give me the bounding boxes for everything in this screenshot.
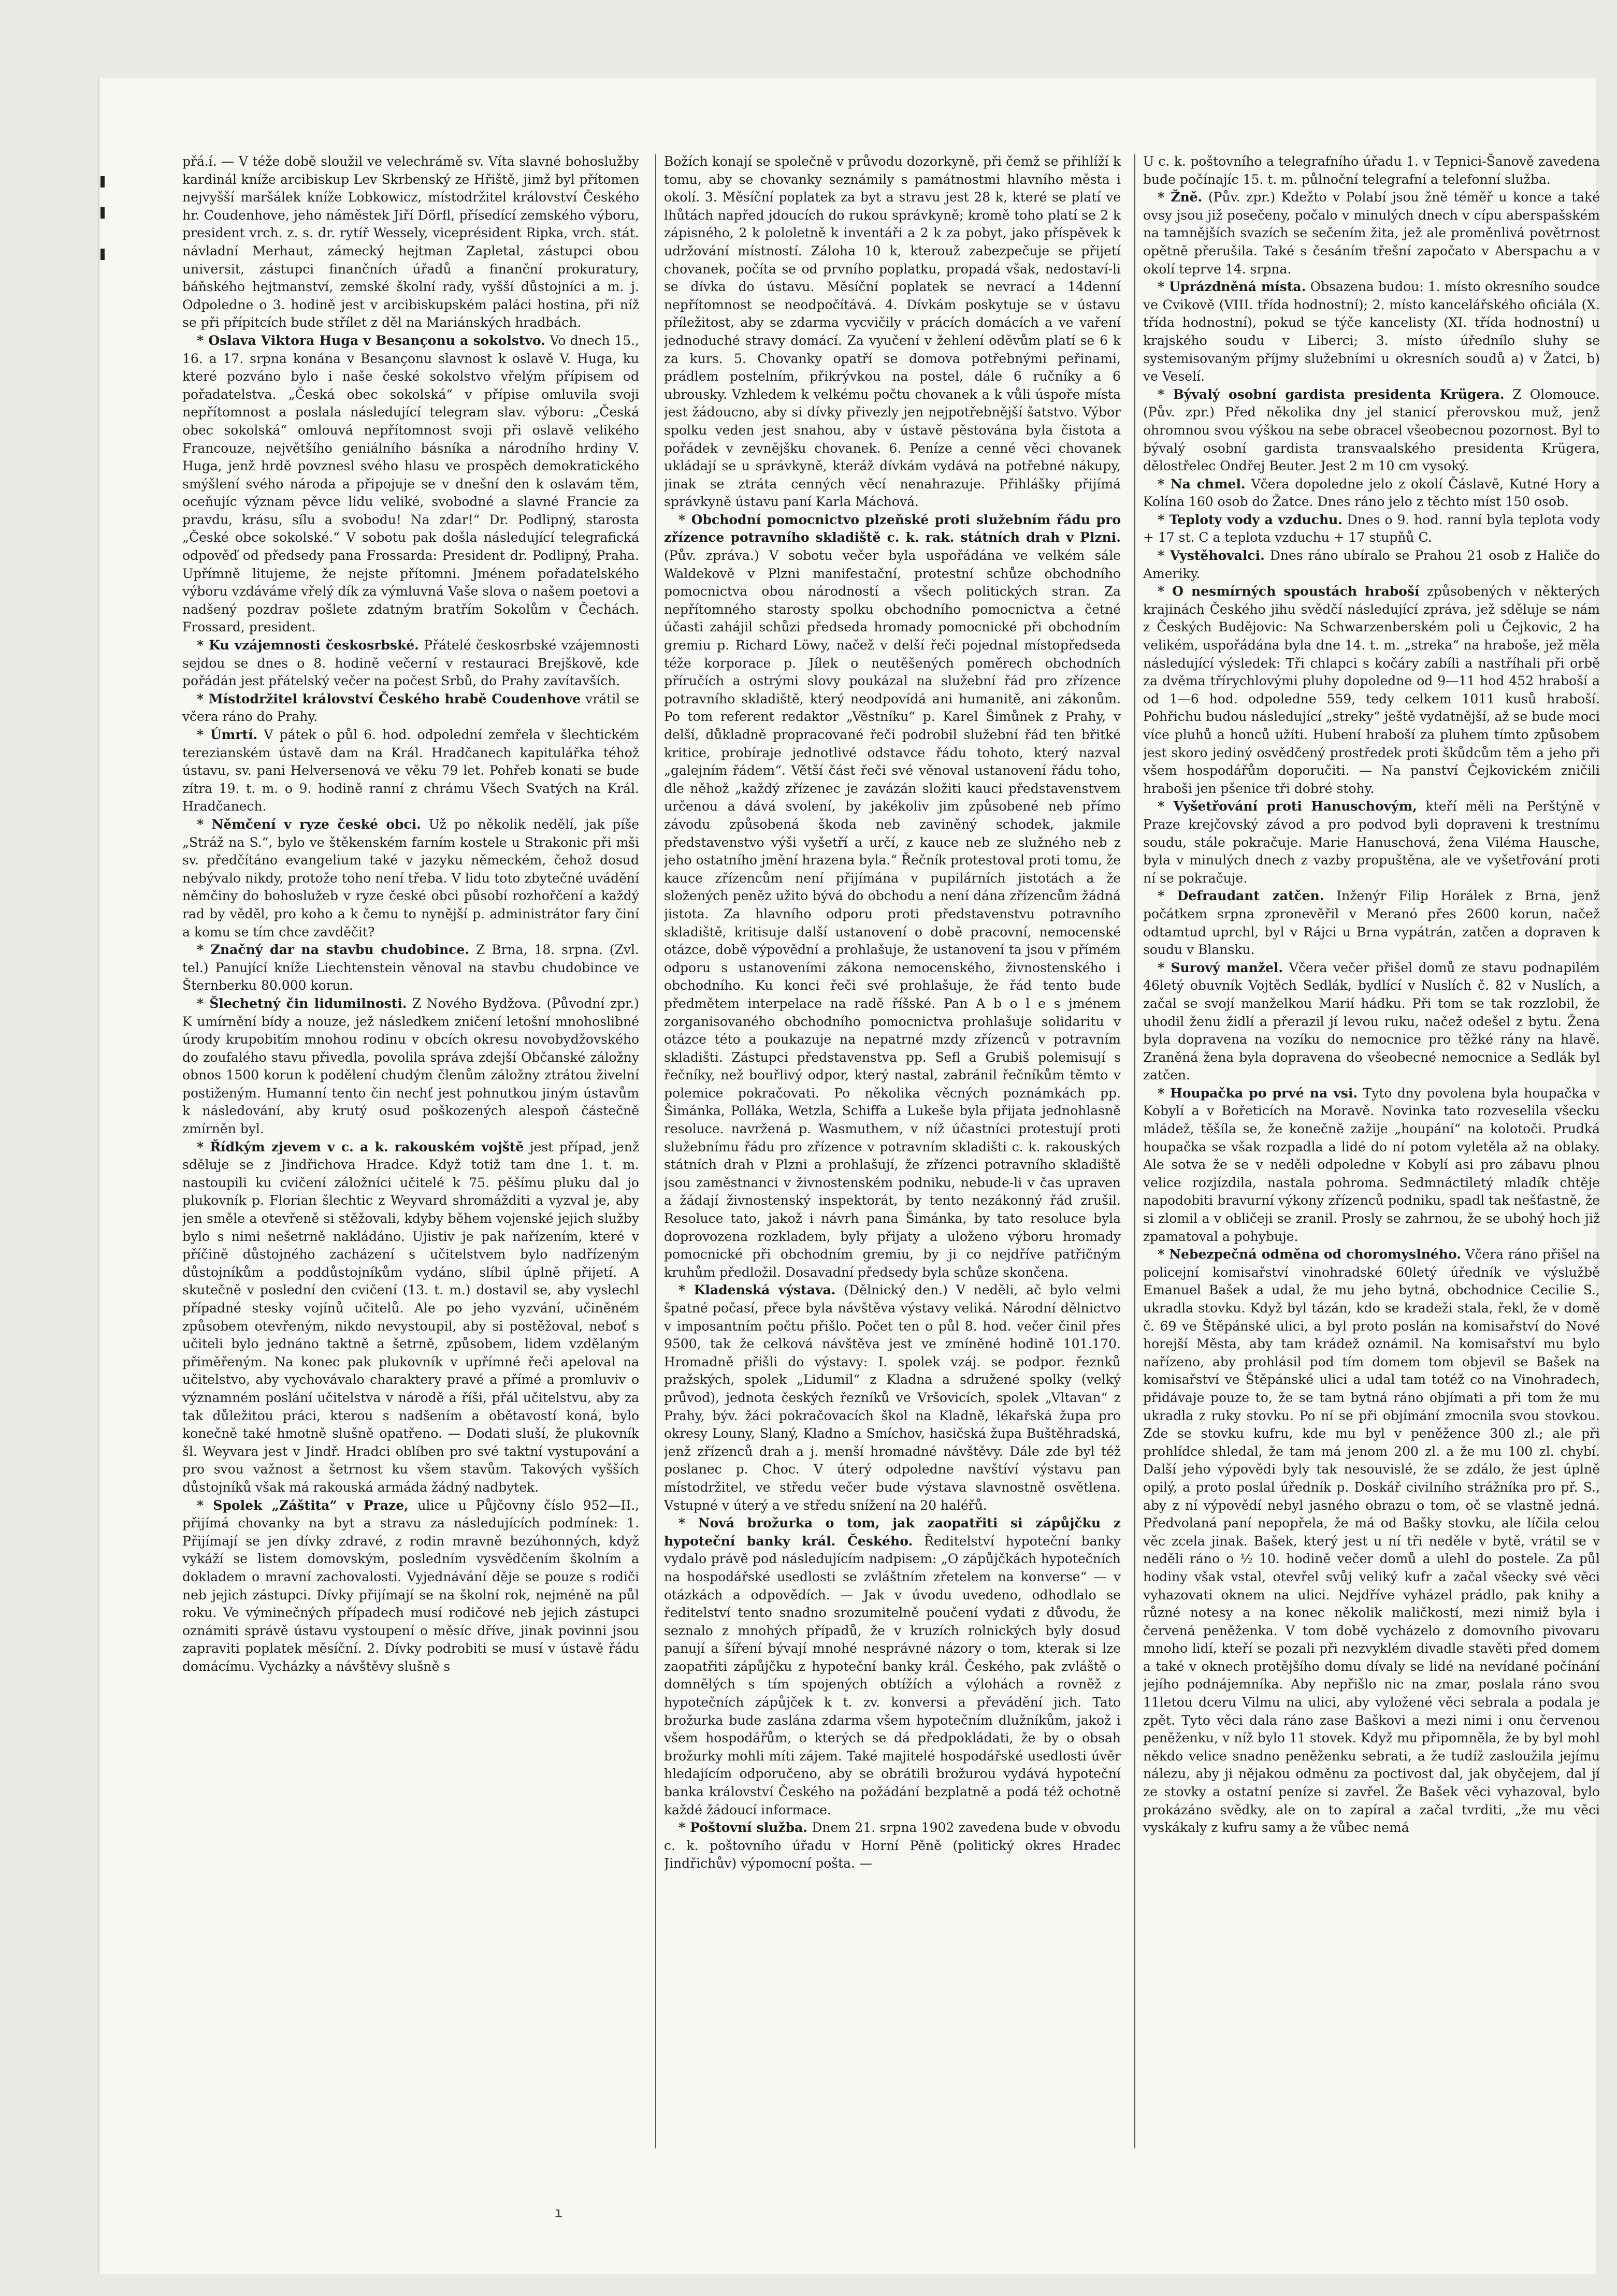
article-paragraph <box>1143 189 1600 278</box>
article-paragraph <box>1143 278 1600 386</box>
article-heading: * Nebezpečná odměna od choromyslného. <box>1158 1247 1461 1262</box>
article-paragraph <box>182 941 639 995</box>
article-heading: * O nesmírných spoustách hraboší <box>1158 584 1420 599</box>
article-text: (Pův. zpráva.) V sobotu večer byla uspořádána ve velkém sále Waldekově v Plzni manifestační, protestní schůze obchodního pomocnictva obou národností a všech politických stran. Za nepřítomného starosty spolku obchodního pomocnictva a četné účasti zahájil schůzi předseda hromady pomocnické při obchodním gremiu p. Richard Löwy, načež v delší řeči pojednal místopředseda téže korporace p. Jílek o neutěšených poměrech obchodních příručích a ostrými slovy poukázal na služební řád pro zřízence potravního skladiště, který neodpovídá ani humanitě, ani zákonům. Po tom referent redaktor „Věstníku“ p. Karel Šimůnek z Prahy, v delší, důkladně propracované řeči podrobil služební řád ten břitké kritice, probíraje jednotlivé odstavce řádu tohoto, který nazval „galejním řádem“. Větší část řeči své věnoval ustanovení řádu toho, dle něhož „každý zřízenec je zavázán složiti kauci představenstvem určenou a dává svolení, by jakékoliv jim způsobené neb přímo závodu způsobená škoda neb zaviněný schodek, jakmile představenstvo výši vyšetří a určí, z kauce neb ze služného neb z jeho ostatního jmění hrazena byla.“ Řečník protestoval proti tomu, že kauce zřízencům není přijímána v pupilárních jistotách a že složených peněz užito bývá do obchodu a není dána zřízencům žádná jistota. Za hlavního odporu proti představenstvu potravního skladiště, kritisuje další ustanovení o době pracovní, nemocenské otázce, době výpovědní a prohlašuje, že ustanovení ta jsou v přímém odporu s ustanoveními zákona nemocenského, živnostenského i obchodního. Ku konci řeči své prohlašuje, že řád tento bude předmětem interpelace na radě říšské. Pan A b o l e s jménem zorganisovaného obchodního pomocnictva prohlašuje solidaritu v otázce této a poukazuje na nepatrné mzdy zřízenců v potravním skladišti. Zástupci představenstva pp. Sefl a Grubiš polemisují s řečníky, než bouřlivý odpor, který nastal, zabránil řečníkům těmto v polemice pokračovati. Po několika věcných poznámkách pp. Šimánka, Polláka, Wetzla, Schiffa a Lukeše byla přijata jednohlasně resoluce. navržená p. Wasmuthem, v níž účastníci protestují proti služebnímu řádu pro zřízence v potravním skladišti c. k. rakouských státních drah v Plzni a prohlašují, že zřízenci potravního skladiště jsou zaměstnanci v živnostenském podniku, nebude-li v čas upraven a žádají živnostenský inspektorát, by tento nezákonný řád zrušil. Resoluce tato, jakož i návrh pana Šimánka, by tato resoluce byla doprovozena rozkladem, byly přijaty a uloženo výboru hromady pomocnické při obchodním gremiu, by ji co nejdříve patřičným kruhům předložil. Dosavadní předsedy byla schůze skončena. <box>664 548 1121 1280</box>
article-text: Dnes o 9. hod. ranní byla teplota vody + 17 st. C a teplota vzduchu + 17 stupňů C. <box>1143 512 1600 545</box>
article-text: vrátil se včera ráno do Prahy. <box>182 691 639 725</box>
article-heading: * Spolek „Záštita“ v Praze, <box>197 1497 409 1513</box>
article-text: V pátek o půl 6. hod. odpolední zemřela v šlechtickém terezianském ústavě dam na Král. Hradčanech kapitulářka téhož ústavu, sv. pani Helversenová ve věku 79 let. Pohřeb konati se bude zítra 19. t. m. o 9. hodině ranní z chrámu Všech Svatých na Král. Hradčanech. <box>182 727 639 814</box>
article-text: Včera ráno přišel na policejní komisařství vinohradské 60letý úředník ve výslužbě Emanuel Bašek a udal, že mu jeho bytná, obchodnice Cecilie S., ukradla stovku. Když byl tázán, kdo se kradeži stala, řekl, že v domě č. 69 ve Štěpánské ulici, a byl proto poslán na komisařství do Nové horejší Města, aby tam krádež oznámil. Na komisařství mu bylo nařízeno, aby prohlásil pod tím domem tom objevil se Bašek na komisařství ve Štěpánské ulici a udal tam totéž co na Vinohradech, přidávaje pouze to, že se tam bytná ráno objímati a při tom že mu ukradla z ruky stovku. Po ní se při objímání zmocnila svou stovkou. Zde se stovku kufru, kde mu byl v peněžence 300 zl.; ale při prohlídce shledal, že tam má jenom 200 zl. a že mu 100 zl. chybí. Další jeho výpovědi byly tak nesouvislé, že se zdálo, že jest úplně opilý, a proto poslal úředník p. Doskář civilního strážníka pro př. S., aby z ní výpovědí nebyl jasného obrazu o tom, oč se vlastně jedná. Předvolaná paní nepopřela, že má od Bašky stovku, ale líčila celou věc zcela jinak. Bašek, který jest u ní tři neděle v bytě, vrátil se v neděli ráno o ½ 10. hodině večer domů a ulehl do postele. Za půl hodiny však vstal, otevřel svůj veliký kufr a začal všecky své věci vyhazovati oknem na ulici. Nejdříve vyházel prádlo, pak knihy a různé notesy a na konec několik maličkostí, mezi nimiž byla i červená peněženka. V tom době vycházelo z domovního pivovaru mnoho lidí, kteří se pozali při nezvyklém divadle stavěti před domem a také v oknech protějšího domu dívaly se lidé na nevídané počínání jejího podnájemníka. Aby nepřišlo nic na zmar, poslala ráno svou 11letou dceru Vilmu na ulici, aby vyložené věci sebrala a podala je zpět. Tyto věci dala ráno zase Baškovi a mezi nimi i onu červenou peněženku, v níž bylo 11 stovek. Když mu připomněla, že by byl mohl někdo velice snadno peněženku sebrati, a že tudíž zasloužila jejímu nálezu, aby ji nějakou odměnu za poctivost dal, jak obyčejem, dal jí ze stovky a ostatní peníze si zavřel. Že Bašek věci vyhazoval, bylo prokázáno svědky, ale on to zapíral a začal tvrditi, „že mu věci vyskákaly z kufru samy a že vůbec nemá <box>1143 1247 1600 1836</box>
article-paragraph <box>1143 583 1600 798</box>
article-paragraph <box>182 690 639 726</box>
article-paragraph <box>1143 511 1600 547</box>
footer-mark: ı <box>554 2204 563 2221</box>
continued-paragraph <box>664 153 1121 511</box>
article-heading: * Řídkým zjevem v c. a k. rakouském vojště <box>197 1139 524 1154</box>
article-heading: * Značný dar na stavbu chudobince. <box>197 942 470 958</box>
article-heading: * Němčení v ryze české obci. <box>197 816 421 832</box>
article-text: ulice u Půjčovny číslo 952—II., přijímá chovanky na byt a stravu za následujících podmínek: 1. Přijímají se jen dívky zdravé, z rodin mravně bezúhonných, když vykáží se listem domovským, posledním vysvědčením školním a dokladem o mravní zachovalosti. Vyjednávání děje se pouze s rodiči neb jejich zástupci. Dívky přijímají se na školní rok, nejméně na půl roku. Ve výminečných případech musí rodičové neb jejich zástupci oznámiti správě ústavu vystoupení o měsíc dříve, jinak povinni jsou zapraviti poplatek měsíční. 2. Dívky podrobiti se musí v ústavě řádu domácímu. Vycházky a návštěvy slušně s <box>182 1497 639 1674</box>
article-paragraph <box>182 816 639 941</box>
article-paragraph <box>182 726 639 816</box>
article-paragraph <box>1143 547 1600 583</box>
article-paragraph <box>1143 1085 1600 1246</box>
column-divider <box>1134 154 1135 2148</box>
article-text: jest případ, jenž sděluje se z Jindřichova Hradce. Když totiž tam dne 1. t. m. nastoupili ku cvičení záložníci učitelé k 75. pěšímu pluku dal jo plukovník p. Florian šlechtic z Weyvard shromážditi a vyzval je, aby jen směle a otevřeně si stěžovali, kdyby během vojenské jejich služby bylo s nimi nešetrně nakládáno. Ujistiv je pak nařízením, které v příčině důstojného zacházení s učitelstvem bylo nadřízeným důstojníkům a poddůstojníkům vydáno, slíbil úplně přijetí. A skutečně v poslední den cvičení (13. t. m.) dostavil se, aby vyslechl případné stesky vojínů učitelů. Ale po jeho vyzvání, učiněném způsobem otevřeným, nikdo nevystoupil, aby si postěžoval, neboť s učiteli bylo jednáno taktně a šetrně, způsobem, lidem vzdělaným přiměřeným. Na konec pak plukovník v upřímné řeči apeloval na učitelstvo, aby vychovávalo charaktery pravé a přímé a promluviv o významném poslání učitelstva v národě a říši, přál učitelstvu, aby za tak důležitou práci, kterou s nadšením a obětavostí koná, bylo konečně také hmotně slušně opatřeno. — Dodati sluší, že plukovník šl. Weyvara jest v Jindř. Hradci oblíben pro své taktní vystupování a pro svou važnost a šetrnost ku všem stavům. Takových vyšších důstojníků však má rakouská armáda žádný nadbytek. <box>182 1139 639 1495</box>
article-heading: * Teploty vody a vzduchu. <box>1158 512 1343 527</box>
article-text: Inženýr Filip Horálek z Brna, jenž počátkem srpna zpronevěřil v Meranó přes 2600 korun, načež odtamtud uprchl, byl v Rájci u Brna vypátrán, zatčen a dopraven k soudu v Blansku. <box>1143 888 1600 958</box>
article-text: (Pův. zpr.) Kdežto v Polabí jsou žně téměř u konce a také ovsy jsou již posečeny, počalo v minulých dnech v cípu aberspašském na tamnějších svazích se sečením žita, jež ale proměnlivá povětrnost opětně přerušila. Také s česáním třešní započato v Aberspachu a v okolí teprve 14. srpna. <box>1143 190 1600 277</box>
continued-paragraph <box>182 153 639 332</box>
article-heading: * Surový manžel. <box>1158 960 1283 975</box>
article-paragraph <box>1143 887 1600 959</box>
article-heading: * Kladenská výstava. <box>678 1282 836 1298</box>
article-paragraph <box>664 1514 1121 1819</box>
article-paragraph <box>182 1497 639 1676</box>
article-text: Přátelé českosrbské vzájemnosti sejdou se dnes o 8. hodině večerní v restauraci Brejškově, kde pořádán jest přátelský večer na počest Srbů, do Prahy zavítavších. <box>182 638 639 689</box>
article-heading: * Defraudant zatčen. <box>1158 888 1324 904</box>
article-text: Z Nového Bydžova. (Původní zpr.) K umírnění bídy a nouze, jež následkem zničení letošní mnohoslibné úrody krupobitím mnohou rodinu v obcích okresu novobydžovského do zoufalého stavu přivedla, povolila správa zdejší Občanské záložny obnos 1500 korun k podělení chudým členům záložny ztrátou živelní postiženým. Humanní tento čin nechť jest pohnutkou jiným ústavům k následování, aby krutý osud poškozených alespoň částečně zmírněn byl. <box>182 995 639 1137</box>
article-text: kteří měli na Perštýně v Praze krejčovský závod a pro podvod byli dopraveni k trestnímu soudu, stále pokračuje. Marie Hanuschová, žena Viléma Hausche, byla v minulých dnech z vazby propuštěna, ale ve vyšetřování proti ní se pokračuje. <box>1143 799 1600 886</box>
article-heading: * Nová brožurka o tom, jak zaopatřiti si zápůjčku z hypoteční banky král. Českého. <box>664 1515 1121 1549</box>
article-text: Dnem 21. srpna 1902 zavedena bude v obvodu c. k. poštovního úřadu v Horní Pěně (politický okres Hradec Jindřichův) výpomocní pošta. — <box>664 1820 1121 1871</box>
article-heading: * Místodržitel království Českého hrabě Coudenhove <box>197 691 581 706</box>
continued-paragraph <box>1143 153 1600 189</box>
article-paragraph <box>1143 386 1600 475</box>
article-heading: * Oslava Viktora Huga v Besançonu a sokolstvo. <box>197 333 545 348</box>
article-paragraph <box>664 511 1121 1282</box>
article-heading: * Vystěhovalci. <box>1158 548 1265 564</box>
article-heading: * Poštovní služba. <box>678 1820 807 1836</box>
article-heading: * Na chmel. <box>1158 476 1246 492</box>
article-heading: * Obchodní pomocnictvo plzeňské proti služebním řádu pro zřízence potravního skladiště c. k. rak. státních drah v Plzni. <box>664 512 1121 545</box>
article-text: Božích konají se společně v průvodu dozorkyně, při čemž se přihlíží k tomu, aby se chovanky seznámily s památnostmi hlavního města i okolí. 3. Měsíční poplatek za byt a stravu jest 28 k, které se platí ve lhůtách napřed jdoucích do rukou správkyně; kromě toho platí se 2 k zápisného, 2 k pololetně k inventáři a 2 k za pobyt, jako příspěvek k udržování místností. Záloha 10 k, kterouž zabezpečuje se přijetí chovanek, počíta se od prvního poplatku, propadá však, nedostaví-li se dívka do ústavu. Měsíční poplatek se nevrací a 14denní nepřítomnost se neodpočítává. 4. Dívkám poskytuje se v ústavu příležitost, aby se zdarma vycvičily v prácích domácích a ve vaření jednoduché stravy domácí. Za vyučení v žehlení oděvům platí se 6 k za kurs. 5. Chovanky opatří se domova potřebnými peřinami, prádlem postelním, přikrývkou na postel, dále 6 ručníky a 6 ubrousky. Vzhledem k velkému počtu chovanek a k vůli úspoře místa jest žádoucno, aby si dívky přivezly jen nejpotřebnější šatstvo. Výbor spolku veden jest snahou, aby v ústavě pěstována byla čistota a pořádek v zevnějšku chovanek. 6. Peníze a cenné věci chovanek ukládají se u správkyně, kteráž dívkám vydává na potřebné nákupy, jinak se ztráta cenných věcí nenahrazuje. Přihlášky přijímá správkyně ústavu paní Karla Máchová. <box>664 154 1121 510</box>
article-heading: * Žně. <box>1158 190 1203 205</box>
newspaper-page <box>98 78 1600 2274</box>
article-text: U c. k. poštovního a telegrafního úřadu 1. v Tepnici-Šanově zavedena bude počínajíc 15. t. m. půlnoční telegrafní a telefonní služba. <box>1143 154 1600 187</box>
article-text: přá.í. — V téže době sloužil ve velechrámě sv. Víta slavné bohoslužby kardinál kníže arcibiskup Lev Skrbenský ze Hřiště, jimž byl přítomen nejvyšší maršálek kníže Lobkowicz, místodržitel království Českého hr. Coudenhove, jeho náměstek Jiří Dörfl, přísedící zemského výboru, president vrch. z. s. dr. rytíř Wessely, viceprésident Ripka, vrch. stát. návladní Merhaut, zámecký hejtman Zapletal, zástupci obou universit, zástupci finančních úřadů a finanční prokuratury, báňského hejtmanství, zemské školní rady, vyšší důstojníci a m. j. Odpoledne o 3. hodině jest v arcibiskupském paláci hostina, při níž se při přípitcích bude střílet z děl na Mariánských hradbách. <box>182 154 639 330</box>
article-text: Včera večer přišel domů ze stavu podnapilém 46letý obuvník Vojtěch Sedlák, bydlící v Nuslích č. 82 v Nuslích, a začal se svojí manželkou Marií hádku. Při tom se tak rozzlobil, že uhodil ženu židlí a přerazil jí levou ruku, načež odešel z bytu. Žena byla dopravena na vozíku do nemocnice pro těžké rány na hlavě. Zraněná žena byla dopravena do všeobecné nemocnice a Sedlák byl zatčen. <box>1143 960 1600 1083</box>
article-paragraph <box>664 1819 1121 1873</box>
article-paragraph <box>182 995 639 1138</box>
article-paragraph <box>1143 959 1600 1085</box>
binding-mark <box>100 249 105 260</box>
article-paragraph <box>182 1138 639 1497</box>
binding-mark <box>100 207 105 219</box>
article-text: Včera dopoledne jelo z okolí Čáslavě, Kutné Hory a Kolína 160 osob do Žatce. Dnes ráno jelo z těchto míst 150 osob. <box>1143 476 1600 510</box>
article-text: Ředitelství hypoteční banky vydalo právě pod následujícím nadpisem: „O zápůjčkách hypotečních na hospodářské usedlosti se zvláštním zřetelem na konverse“ — v otázkách a odpovědích. — Jak v úvodu uvedeno, odhodlalo se ředitelství tento snadno srozumitelně poučení vydati z důvodu, že seznalo z mnohých případů, že v kruzích rolnických byly dosud panují a šíření bývají mnohé nesprávné názory o tom, kterak si lze zaopatřiti zápůjčku z hypoteční banky král. Českého, pak zvláště o domnělých s tím spojených obtížích a výlohách a rovněž z hypotečních zápůjček k t. zv. konversi a převádění jich. Tato brožurka bude zaslána zdarma všem hypotečním dlužníkům, jakož i všem hospodářům, o kterých se dá předpokládati, že by o obsah brožurky mohli míti zájem. Také majitelé hospodářské usedlosti úvěr hledajícím odporučeno, aby se obrátili brožurou vydává hypoteční banka království Českého na požádání bezplatně a podá též ochotně každé žádoucí informace. <box>664 1533 1121 1817</box>
article-text: Z Olomouce. (Pův. zpr.) Před několika dny jel stanicí přerovskou muž, jenž ohromnou svou výškou na sebe obracel všeobecnou pozornost. Byl to bývalý osobní gardista transvaalského presidenta Krügera, dělostřelec Ondřej Beuter. Jest 2 m 10 cm vysoký. <box>1143 386 1600 474</box>
article-heading: * Bývalý osobní gardista presidenta Krügera. <box>1158 386 1505 402</box>
article-text: (Dělnický den.) V neděli, ač bylo velmi špatné počasí, přece byla návštěva výstavy veliká. Národní dělnictvo v imposantním počtu přišlo. Počet ten o půl 8. hod. večer činil přes 9500, tak že celková návštěva jest ve zmíněné hodině 101.170. Hromadně přišli do výstavy: I. spolek vzáj. se podpor. řeznků pražských, spolek „Lidumil“ z Kladna a sdružené spolky (velký průvod), jednota českých řezníků ve Vršovicích, spolek „Vltavan“ z Prahy, býv. žáci pokračovacích škol na Kladně, lékařská župa pro okresy Louny, Slaný, Kladno a Smíchov, hasičská župa Buštěhradská, jenž zřízenců drah a j. menší hromadné návštěvy. Dále zde byl též poslanec p. Choc. V úterý odpoledne navštíví výstavu pan místodržitel, ve středu večer bude výstava slavnostně osvětlena. Vstupné v úterý a ve středu snížení na 20 haléřů. <box>664 1282 1121 1513</box>
binding-mark <box>100 176 105 187</box>
article-text: Obsazena budou: 1. místo okresního soudce ve Cvikově (VIII. třída hodnostní); 2. místo kancelářského oficiála (X. třída hodnostní), pokud se týče kancelisty (XI. třída hodnostní) u krajského soudu v Liberci; 3. místo úřednílo sluhy se systemisovaným příjmy služebními u okresních soudů a) v Žatci, b) ve Veselí. <box>1143 279 1600 384</box>
article-text: způsobených v některých krajinách Českého jihu svědčí následující zpráva, jež sděluje se nám z Českých Budějovic: Na Schwarzenberském poli u Čejkovic, 2 ha velikém, uspořádána byla dne 14. t. m. „streka“ na hraboše, jež měla následující výsledek: Tři chlapci s kočáry zabíli a nastříhali při orbě za dvěma třírychlovými pluhy dopoledne od 9—11 hod 452 hraboší a od 1—6 hod. odpoledne 559, tedy celkem 1011 kusů hraboší. Pohřichu budou následující „streky“ ještě vydatnější, až se bude moci více pluhů a honců užíti. Hubení hraboší za pluhem tímto způsobem jest skoro jediný osvědčený prostředek proti škůdcům těm a jeho při všem hospodářům doporučiti. — Na panství Čejkovickém zničili hraboši jen pšenice tři dobré stohy. <box>1143 584 1600 796</box>
article-paragraph <box>664 1281 1121 1514</box>
article-paragraph <box>1143 1246 1600 1837</box>
article-text: Vo dnech 15., 16. a 17. srpna konána v Besançonu slavnost k oslavě V. Huga, ku které pozváno bylo i naše české sokolstvo vřelým přípisem od pořadatelstva. „Česká obec sokolská“ v přípise omluvila svoji nepřítomnost a poslala následující telegram slav. výboru: „Česká obec sokolská“ omlouvá nepřítomnost svoji při oslavě velikého Francouze, největšího geniálního básníka a národního hrdiny V. Huga, jenž hrdě povznesl svého hlasu ve prospěch demokratického smýšlení svého národa a připojuje se v dnešní den k oslavám těm, oceňujíc význam pěvce lidu veliké, svobodné a slavné Francie za pravdu, krásu, sílu a svobodu! Na zdar!“ Dr. Podlipný, starosta „České obce sokolské.“ V sobotu pak došla následující telegrafická odpověď od předsedy pana Frossarda: President dr. Podlipný, Praha. Upřímně litujeme, že nejste přítomni. Jménem pořadatelského výboru vzdáváme vřelý dík za výmluvná Vaše slova o našem poetovi a nadšený pozdrav pošlete zdatným bratřím Sokolům v Čechách. Frossard, president. <box>182 333 639 635</box>
article-heading: * Uprázdněná místa. <box>1158 279 1306 295</box>
article-text: Už po několik nedělí, jak píše „Stráž na S.“, bylo ve štěkenském farním kostele u Strakonic při mši sv. předčítáno evangelium také v jazyku německém, čehož dosud nebývalo nikdy, protože toho není třeba. V lidu toto zbytečné uvádění němčiny do bohoslužeb v ryze české obci působí rozhořčení a každý rad by věděl, pro koho a k čemu to nynější p. administrátor fary činí a komu se tím chce zavděčit? <box>182 816 639 940</box>
column-divider <box>655 154 656 2148</box>
article-heading: * Houpačka po prvé na vsi. <box>1158 1085 1358 1101</box>
text-column-3 <box>1143 153 1600 2173</box>
article-text: Tyto dny povolena byla houpačka v Kobylí a v Bořeticích na Moravě. Novinka tato rozveselila všecku mládež, těšíla se, že konečně zažije „houpání“ na kolotoči. Prudká houpačka se však rozpadla a lidé do ní potom vyletěla až na oblaky. Ale sotva že se v neděli odpoledne v Kobylí asi pro zábavu plnou velice rozjízdila, nastala pohroma. Sedmnáctiletý mladík chtěje napodobiti bravurní výkony zřízenců podniku, spadl tak nešťastně, že si zlomil a v obličeji se zranil. Prosly se zahrnou, že se ubohý hoch již zpamatoval a pohybuje. <box>1143 1085 1600 1244</box>
article-heading: * Úmrtí. <box>197 727 258 742</box>
article-paragraph <box>1143 798 1600 887</box>
text-column-2 <box>664 153 1121 2173</box>
article-text: Z Brna, 18. srpna. (Zvl. tel.) Panující kníže Liechtenstein věnoval na stavbu chudobince ve Šternberku 80.000 korun. <box>182 942 639 993</box>
article-paragraph <box>1143 475 1600 511</box>
text-column-1 <box>182 153 639 2173</box>
article-heading: * Ku vzájemnosti českosrbské. <box>197 638 419 653</box>
article-paragraph <box>182 637 639 690</box>
article-heading: * Vyšetřování proti Hanuschovým, <box>1158 799 1417 814</box>
article-text: Dnes ráno ubíralo se Prahou 21 osob z Haliče do Ameriky. <box>1143 548 1600 581</box>
article-paragraph <box>182 332 639 637</box>
article-heading: * Šlechetný čin lidumilnosti. <box>197 995 407 1011</box>
